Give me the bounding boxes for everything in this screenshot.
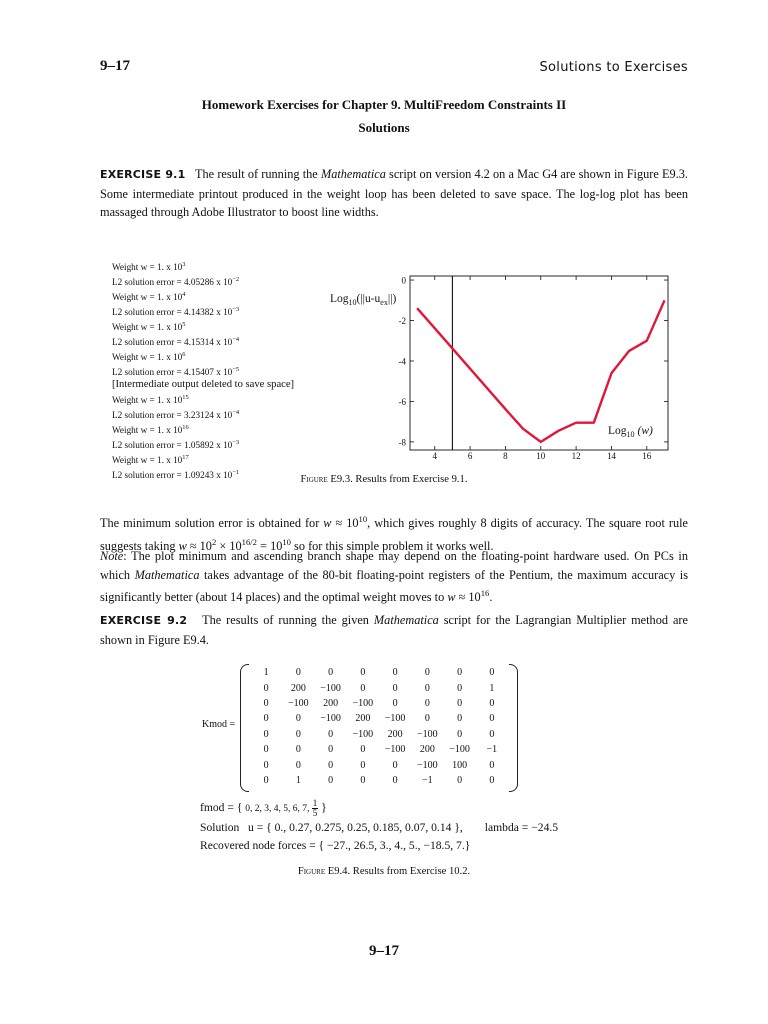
matrix-row: [250, 773, 508, 788]
matrix-cell: 0: [457, 667, 463, 679]
header-page-number: 9–17: [100, 58, 130, 74]
log-line: Weight w = 1. x $10^5$: [112, 320, 186, 332]
y-tick-label: -4: [398, 356, 406, 367]
matrix-cell: 0: [263, 759, 269, 771]
figure-e9-3-caption: Figure E9.3. Results from Exercise 9.1.: [300, 474, 468, 485]
matrix-cell: 0: [263, 728, 269, 740]
exercise-9-1-text-cont: script on version 4.2 on a Mac G4 are shown in Figure E9.3. Some intermediate printout produced in the weight loop has been deleted to save space. The log-log plot has been massaged through Adobe Illustrator to boost line widths.: [100, 167, 688, 219]
matrix-cell: 0: [457, 713, 463, 725]
exercise-9-1-label: EXERCISE 9.1: [100, 168, 186, 181]
log-line: Weight w = 1. x $10^{17}$: [112, 453, 189, 465]
matrix-cell: 0: [328, 728, 334, 740]
log-line-note: [Intermediate output deleted to save space]: [112, 378, 295, 390]
exercise-9-2-label: EXERCISE 9.2: [100, 614, 188, 627]
matrix-cell: 200: [387, 728, 403, 740]
matrix-cell: 0: [392, 774, 398, 786]
matrix-cell: 0: [263, 682, 269, 694]
chart-axes: [410, 276, 668, 450]
matrix-cell: 0: [360, 759, 366, 771]
chart-y-ticks: [399, 276, 669, 448]
matrix-cell: 0: [295, 759, 301, 771]
log-line: Weight w = 1. x $10^{16}$: [112, 423, 189, 435]
matrix-cell: 0: [263, 697, 269, 709]
matrix-cell: 0: [489, 713, 495, 725]
log-line: L2 solution error = 3.23124 x $10^{-4}$: [112, 408, 240, 420]
log-line: L2 solution error = 4.15407 x $10^{-5}$: [112, 365, 240, 377]
solution-line: Solution u = { 0., 0.27, 0.275, 0.25, 0.185, 0.07, 0.14 }, lambda = −24.5: [200, 821, 559, 834]
matrix-cell: −100: [352, 728, 374, 740]
matrix-cell: 0: [295, 713, 301, 725]
matrix-cell: 0: [360, 667, 366, 679]
matrix-cell: −100: [449, 744, 470, 756]
matrix-cell: −100: [417, 728, 438, 740]
plot-frame: [410, 276, 668, 450]
matrix-cell: 0: [489, 697, 495, 709]
matrix-cell: 0: [424, 697, 430, 709]
x-tick-label: 6: [467, 451, 473, 461]
matrix-cell: 200: [290, 682, 306, 694]
page-subtitle: Solutions: [358, 120, 410, 135]
x-tick-label: 10: [536, 451, 546, 461]
matrix-cell: 0: [295, 744, 301, 756]
matrix-cell: 0: [489, 759, 495, 771]
matrix-cell: 0: [424, 713, 430, 725]
log-line: L2 solution error = 1.05892 x $10^{-3}$: [112, 438, 240, 450]
matrix-cell: 200: [419, 744, 435, 756]
matrix-cell: 0: [328, 744, 334, 756]
log-line: Weight w = 1. x $10^{15}$: [112, 393, 189, 405]
matrix-cell: 0: [295, 728, 301, 740]
matrix-row: [250, 711, 508, 726]
log-line: L2 solution error = 4.14382 x $10^{-3}$: [112, 305, 240, 317]
matrix-cell: 0: [457, 774, 463, 786]
recovered-forces-line: Recovered node forces = { −27., 26.5, 3., 4., 5., −18.5, 7.}: [200, 839, 471, 852]
log-line: L2 solution error = 4.15314 x $10^{-4}$: [112, 335, 240, 347]
matrix-cell: −100: [320, 682, 341, 694]
matrix-grid: [250, 665, 508, 788]
matrix-left-bracket: [240, 664, 249, 792]
y-tick-label: 0: [401, 275, 406, 286]
x-tick-label: 12: [571, 451, 581, 461]
error-series-line: [417, 300, 664, 442]
minimum-error-paragraph: The minimum solution error is obtained for $w \approx 10^{10}$, which gives roughly 8 digits of accuracy. The square root rule suggests taking $w \approx 10^2 \times 10^{16/2} = 10^{10}$ so for this simple problem it works well.: [100, 514, 688, 553]
matrix-cell: 1: [489, 682, 495, 694]
matrix-row: [250, 727, 508, 742]
matrix-cell: −100: [417, 759, 438, 771]
footer-page-number: 9–17: [369, 943, 399, 959]
matrix-cell: 0: [489, 728, 495, 740]
matrix-cell: 200: [323, 697, 339, 709]
page-title: Homework Exercises for Chapter 9. MultiFreedom Constraints II: [201, 97, 567, 112]
x-tick-label: 14: [606, 451, 616, 461]
x-tick-label: 8: [503, 451, 508, 461]
matrix-cell: 0: [489, 667, 495, 679]
kmod-label: Kmod =: [202, 719, 236, 730]
matrix-row: [250, 696, 508, 711]
matrix-cell: −1: [486, 744, 498, 756]
header-section-title: Solutions to Exercises: [539, 60, 688, 75]
matrix-cell: 0: [424, 682, 430, 694]
matrix-cell: 0: [392, 667, 398, 679]
log-line: Weight w = 1. x $10^6$: [112, 350, 186, 362]
figure-e9-4-caption: Figure E9.4. Results from Exercise 10.2.: [297, 866, 471, 877]
matrix-right-bracket: [509, 664, 518, 792]
matrix-cell: −100: [288, 697, 309, 709]
y-axis-label: $Log_{10}(||u-u_{ex}||)$: [330, 293, 397, 307]
x-axis-label: Log$_{10}$ (w): [608, 425, 653, 439]
matrix-cell: 0: [263, 774, 269, 786]
matrix-cell: −1: [422, 774, 433, 786]
matrix-cell: 0: [457, 682, 463, 694]
matrix-row: [250, 665, 508, 680]
y-tick-label: -2: [398, 316, 406, 327]
x-tick-label: 4: [432, 451, 437, 461]
matrix-cell: 100: [452, 759, 468, 771]
matrix-cell: 0: [263, 744, 269, 756]
matrix-cell: 0: [392, 682, 398, 694]
matrix-cell: 0: [392, 759, 398, 771]
matrix-row: [250, 742, 508, 757]
fraction: $\frac{1}{5}$: [312, 798, 318, 818]
matrix-cell: 0: [360, 744, 366, 756]
y-tick-label: -8: [398, 437, 406, 448]
fmod-vector: fmod = { 0, 2, 3, 4, 5, 6, 7, $\frac{1}{5}$ }: [200, 798, 327, 818]
matrix-cell: 0: [328, 759, 334, 771]
log-line: Weight w = 1. x $10^4$: [112, 290, 186, 302]
x-tick-label: 16: [642, 451, 652, 461]
log-log-error-chart: [330, 262, 690, 462]
matrix-cell: −100: [384, 744, 406, 756]
matrix-cell: 0: [424, 667, 430, 679]
matrix-cell: 0: [295, 667, 301, 679]
y-tick-label: -6: [398, 396, 406, 407]
exercise-9-2-paragraph: EXERCISE 9.2 The results of running the given Mathematica script for the Lagrangian Multiplier method are shown in Figure E9.4.: [100, 613, 688, 647]
matrix-cell: −100: [352, 697, 374, 709]
matrix-cell: 0: [489, 774, 495, 786]
matrix-row: [250, 680, 508, 695]
matrix-cell: 0: [457, 728, 463, 740]
note-paragraph: Note: The plot minimum and ascending branch shape may depend on the floating-point hardware used. On PCs in which Mathematica takes advantage of the 80-bit floating-point registers of the Pentium, the maximum accuracy is significantly better (about 14 places) and the optimal weight moves to $w \approx 10^{16}$.: [100, 549, 688, 605]
matrix-row: [250, 757, 508, 772]
matrix-cell: 1: [295, 774, 301, 786]
exercise-9-1-text: The result of running the: [195, 167, 321, 181]
kmod-matrix: [240, 664, 518, 790]
exercise-9-1-paragraph: [100, 165, 688, 222]
matrix-cell: 0: [457, 697, 463, 709]
matrix-cell: 0: [392, 697, 398, 709]
matrix-cell: 0: [263, 713, 269, 725]
matrix-cell: 200: [355, 713, 371, 725]
matrix-cell: 0: [328, 774, 334, 786]
matrix-cell: −100: [384, 713, 406, 725]
output-log: [112, 259, 294, 481]
matrix-cell: 0: [328, 667, 334, 679]
log-line: L2 solution error = 4.05286 x $10^{-2}$: [112, 275, 240, 288]
matrix-cell: 1: [263, 667, 269, 679]
matrix-cell: −100: [320, 713, 341, 725]
log-line: Weight w = 1. x $10^3$: [112, 261, 186, 273]
log-line: L2 solution error = 1.09243 x $10^{-1}$: [112, 468, 240, 480]
mathematica-italic: Mathematica: [320, 167, 386, 181]
matrix-cell: 0: [360, 682, 366, 694]
matrix-cell: 0: [360, 774, 366, 786]
